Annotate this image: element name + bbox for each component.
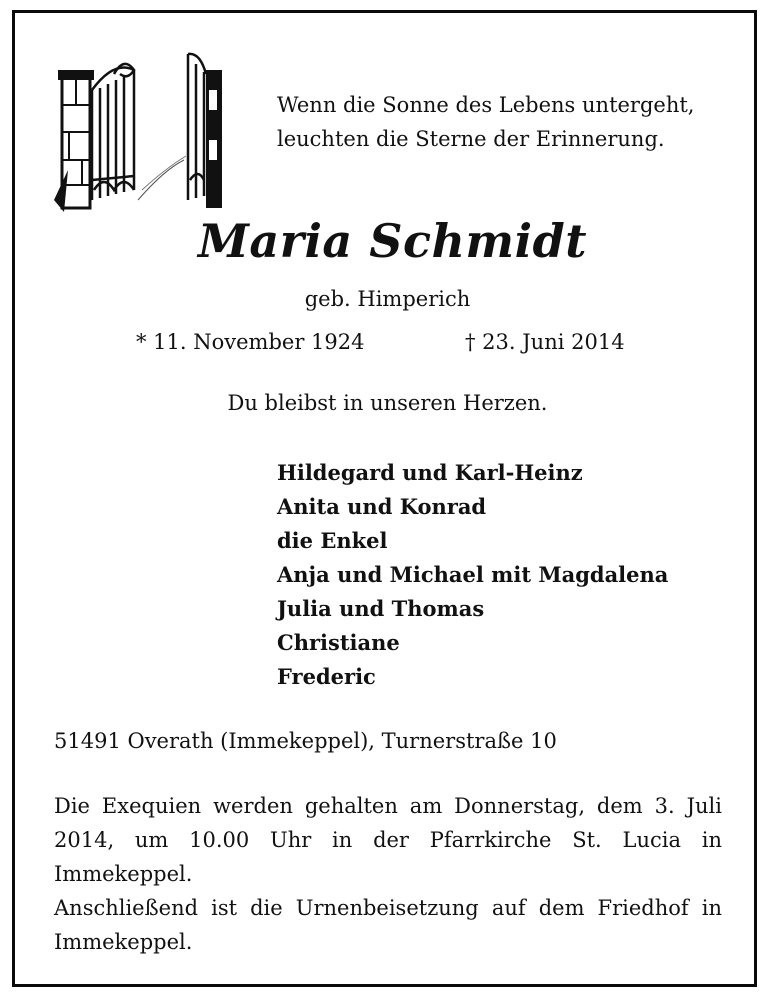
mourner: die Enkel [277, 528, 388, 553]
funeral-notice [54, 789, 722, 959]
funeral-service-text: Die Exequien werden gehalten am Donnerstag, dem 3. Juli 2014, um 10.00 Uhr in der Pfarrkirche St. Lucia in Immekeppel. [54, 794, 722, 886]
deceased-name: Maria Schmidt [198, 214, 587, 268]
verse-line: leuchten die Sterne der Erinnerung. [277, 127, 665, 151]
mourner: Frederic [277, 664, 376, 689]
mourner: Julia und Thomas [277, 596, 485, 621]
birth-date: * 11. November 1924 [136, 330, 365, 354]
mourner: Anja und Michael mit Magdalena [277, 562, 669, 587]
verse [277, 88, 694, 156]
birth-name: geb. Himperich [304, 287, 471, 311]
mourner: Christiane [277, 630, 400, 655]
burial-text: Anschließend ist die Urnenbeisetzung auf dem Friedhof in Immekeppel. [54, 896, 722, 954]
open-gate-icon [54, 50, 224, 212]
family-address: 51491 Overath (Immekeppel), Turnerstraße 10 [54, 729, 557, 753]
motto: Du bleibst in unseren Herzen. [227, 391, 548, 415]
death-date: † 23. Juni 2014 [465, 330, 625, 354]
mourner: Anita und Konrad [277, 494, 487, 519]
verse-line: Wenn die Sonne des Lebens untergeht, [277, 93, 695, 117]
mourners-list [277, 456, 668, 694]
mourner: Hildegard und Karl-Heinz [277, 460, 583, 485]
